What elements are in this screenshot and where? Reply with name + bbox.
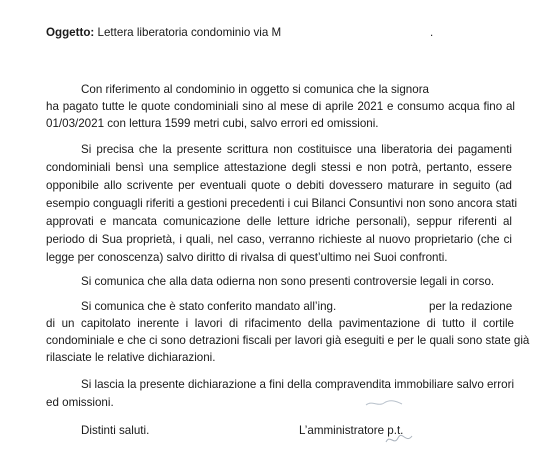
- paragraph-2-line-1: Si precisa che la presente scrittura non costituisce una liberatoria dei pagamenti: [81, 143, 512, 156]
- paragraph-2-line-4: esempio conguagli riferiti a gestioni precedenti i cui Bilanci Consuntivi non sono ancora stati: [46, 197, 518, 210]
- paragraph-2-line-5: approvati e mancata comunicazione delle letture idriche personali), seppur riferenti al: [46, 215, 512, 228]
- paragraph-2-line-7: legge per conoscenza) salvo diritto di rivalsa di quest’ultimo nei Suoi confronti.: [46, 251, 448, 264]
- paragraph-1-line-2: ha pagato tutte le quote condominiali sino al mese di aprile 2021 e consumo acqua fino al: [46, 100, 515, 113]
- paragraph-2-line-6: periodo di Sua proprietà, i quali, nel caso, verranno richieste al nuovo proprietario (che ci: [46, 233, 512, 246]
- paragraph-1-line-1: Con riferimento al condominio in oggetto si comunica che la signora: [81, 83, 429, 96]
- subject-trailing-dot: .: [430, 26, 434, 39]
- paragraph-5-line-2: ed omissioni.: [46, 396, 114, 409]
- paragraph-3-line-1: Si comunica che alla data odierna non sono presenti controversie legali in corso.: [81, 275, 495, 288]
- paragraph-2-line-3: opponibile allo scrivente per eventuali quote o debiti dovessero maturare in seguito (ad: [46, 179, 512, 192]
- paragraph-4-line-2: di un capitolato inerente i lavori di rifacimento della pavimentazione di tutto il cortile: [46, 317, 514, 330]
- paragraph-4-line-1a: Si comunica che è stato conferito mandato all’ing.: [81, 300, 337, 313]
- paragraph-1-line-3: 01/03/2021 con lettura 1599 metri cubi, salvo errori ed omissioni.: [46, 117, 379, 130]
- subject-label: Oggetto:: [46, 26, 95, 39]
- paragraph-4-line-4: rilasciate le relative dichiarazioni.: [46, 351, 216, 364]
- closing-greeting: Distinti saluti.: [81, 424, 150, 437]
- paragraph-2-line-2: condominiali bensì una semplice attestazione degli stessi e non potrà, pertanto, essere: [46, 161, 512, 174]
- signature-scribble-icon: [364, 396, 404, 410]
- subject-line: [46, 26, 281, 40]
- signature-mark-icon: [384, 430, 414, 448]
- paragraph-4-line-3: condominiale e che ci sono detrazioni fiscali per lavori già eseguiti e per le quali sono state già: [46, 334, 530, 347]
- paragraph-5-line-1: Si lascia la presente dichiarazione a fini della compravendita immobiliare salvo errori: [81, 378, 515, 391]
- signature-label: L’amministratore p.t.: [299, 424, 404, 437]
- subject-text: Lettera liberatoria condominio via M: [97, 26, 282, 39]
- paragraph-4-line-1b: per la redazione: [429, 300, 513, 313]
